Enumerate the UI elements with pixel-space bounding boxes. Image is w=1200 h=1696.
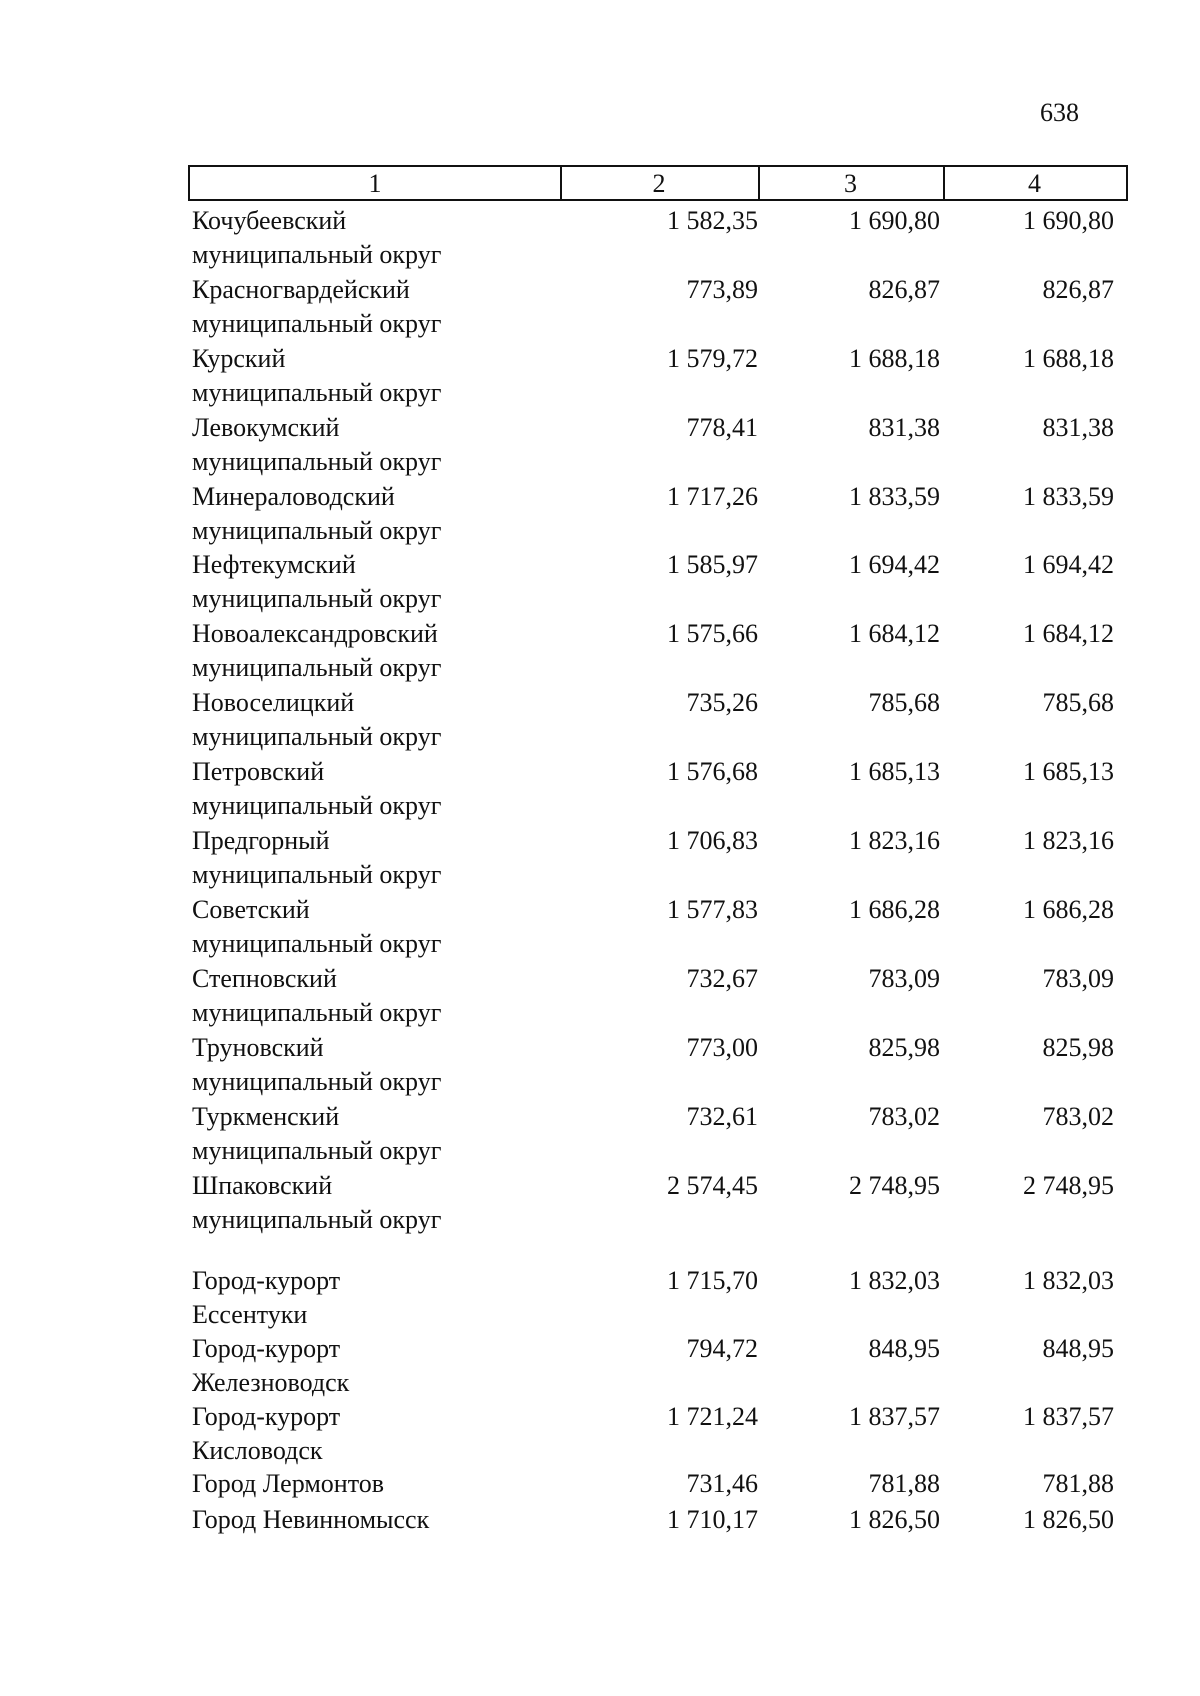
- district-name: [192, 1400, 340, 1468]
- district-name: [192, 411, 441, 479]
- district-name-line: Новоалександровский: [192, 619, 438, 648]
- column-header-2: 2: [560, 167, 760, 199]
- value-col-3: 1 833,59: [849, 482, 940, 511]
- value-col-2: 1 577,83: [667, 895, 758, 924]
- district-name: [192, 893, 441, 961]
- district-name-line: муниципальный округ: [192, 929, 442, 958]
- value-col-2: 794,72: [686, 1334, 758, 1363]
- value-col-4: 1 684,12: [1023, 619, 1114, 648]
- district-name-line: Ессентуки: [192, 1300, 308, 1329]
- district-name-line: муниципальный округ: [192, 378, 442, 407]
- district-name: [192, 824, 441, 892]
- value-col-4: 781,88: [1042, 1469, 1114, 1498]
- district-name-line: муниципальный округ: [192, 1067, 442, 1096]
- value-col-4: 1 837,57: [1023, 1402, 1114, 1431]
- value-col-4: 825,98: [1042, 1033, 1114, 1062]
- district-name-line: Курский: [192, 344, 286, 373]
- value-col-4: 1 694,42: [1023, 550, 1114, 579]
- district-name-line: муниципальный округ: [192, 998, 442, 1027]
- district-name: [192, 962, 441, 1030]
- value-col-3: 831,38: [868, 413, 940, 442]
- district-name-line: Новоселицкий: [192, 688, 355, 717]
- value-col-4: 848,95: [1042, 1334, 1114, 1363]
- district-name: [192, 1169, 441, 1237]
- value-col-3: 1 688,18: [849, 344, 940, 373]
- district-name-line: Город Лермонтов: [192, 1469, 384, 1498]
- district-name-line: Город Невинномысск: [192, 1505, 430, 1534]
- district-name-line: Минераловодский: [192, 482, 395, 511]
- table-row: [0, 1031, 1200, 1097]
- column-header-1: 1: [190, 167, 562, 199]
- table-row: [0, 962, 1200, 1028]
- value-col-2: 1 576,68: [667, 757, 758, 786]
- district-name-line: Петровский: [192, 757, 325, 786]
- table-row: [0, 411, 1200, 477]
- value-col-2: 1 582,35: [667, 206, 758, 235]
- value-col-3: 1 690,80: [849, 206, 940, 235]
- table-row: [0, 686, 1200, 752]
- district-name-line: муниципальный округ: [192, 1136, 442, 1165]
- table-row: [0, 1264, 1200, 1330]
- value-col-4: 1 685,13: [1023, 757, 1114, 786]
- district-name: [192, 1031, 441, 1099]
- district-name-line: муниципальный округ: [192, 1205, 442, 1234]
- district-name-line: муниципальный округ: [192, 309, 442, 338]
- table-header: [188, 165, 1128, 201]
- table-row: [0, 1503, 1200, 1569]
- district-name-line: Туркменский: [192, 1102, 340, 1131]
- value-col-2: 1 706,83: [667, 826, 758, 855]
- value-col-2: 1 585,97: [667, 550, 758, 579]
- district-name-line: Нефтекумский: [192, 550, 356, 579]
- value-col-3: 848,95: [868, 1334, 940, 1363]
- value-col-4: 2 748,95: [1023, 1171, 1114, 1200]
- district-name: [192, 1332, 349, 1400]
- value-col-3: 2 748,95: [849, 1171, 940, 1200]
- district-name: [192, 1264, 340, 1332]
- value-col-4: 1 686,28: [1023, 895, 1114, 924]
- district-name: [192, 686, 441, 754]
- value-col-2: 1 575,66: [667, 619, 758, 648]
- value-col-2: 731,46: [686, 1469, 758, 1498]
- value-col-3: 826,87: [868, 275, 940, 304]
- value-col-2: 773,89: [686, 275, 758, 304]
- district-name-line: муниципальный округ: [192, 722, 442, 751]
- district-name: [192, 617, 441, 685]
- column-header-4: 4: [1028, 169, 1041, 198]
- district-name: [192, 1467, 384, 1501]
- value-col-3: 1 832,03: [849, 1266, 940, 1295]
- value-col-2: 732,67: [686, 964, 758, 993]
- table-row: [0, 342, 1200, 408]
- district-name: [192, 480, 441, 548]
- value-col-3: 783,09: [868, 964, 940, 993]
- district-name-line: Город-курорт: [192, 1402, 341, 1431]
- value-col-4: 1 832,03: [1023, 1266, 1114, 1295]
- district-name-line: Труновский: [192, 1033, 324, 1062]
- value-col-2: 1 717,26: [667, 482, 758, 511]
- table-row: [0, 273, 1200, 339]
- district-name-line: Город-курорт: [192, 1266, 341, 1295]
- district-name: [192, 204, 441, 272]
- value-col-3: 825,98: [868, 1033, 940, 1062]
- district-name-line: муниципальный округ: [192, 240, 442, 269]
- value-col-2: 1 579,72: [667, 344, 758, 373]
- value-col-4: 785,68: [1042, 688, 1114, 717]
- table-row: [0, 1100, 1200, 1166]
- table-row: [0, 1332, 1200, 1398]
- value-col-3: 1 694,42: [849, 550, 940, 579]
- district-name-line: муниципальный округ: [192, 584, 442, 613]
- district-name-line: Город-курорт: [192, 1334, 341, 1363]
- value-col-4: 1 688,18: [1023, 344, 1114, 373]
- district-name-line: муниципальный округ: [192, 791, 442, 820]
- value-col-4: 1 690,80: [1023, 206, 1114, 235]
- value-col-4: 1 823,16: [1023, 826, 1114, 855]
- table-row: [0, 548, 1200, 614]
- value-col-3: 1 826,50: [849, 1505, 940, 1534]
- district-name: [192, 1100, 441, 1168]
- table-row: [0, 617, 1200, 683]
- district-name-line: Железноводск: [192, 1368, 350, 1397]
- district-name-line: Кочубеевский: [192, 206, 347, 235]
- table-row: [0, 204, 1200, 270]
- table-row: [0, 1400, 1200, 1466]
- value-col-2: 735,26: [686, 688, 758, 717]
- district-name-line: муниципальный округ: [192, 653, 442, 682]
- value-col-3: 781,88: [868, 1469, 940, 1498]
- value-col-2: 1 721,24: [667, 1402, 758, 1431]
- district-name-line: Кисловодск: [192, 1436, 323, 1465]
- value-col-4: 783,09: [1042, 964, 1114, 993]
- district-name: [192, 548, 441, 616]
- table-row: [0, 1169, 1200, 1235]
- district-name: [192, 755, 441, 823]
- district-name-line: Степновский: [192, 964, 337, 993]
- district-name-line: муниципальный округ: [192, 516, 442, 545]
- value-col-3: 1 823,16: [849, 826, 940, 855]
- district-name: [192, 1503, 429, 1537]
- value-col-3: 1 685,13: [849, 757, 940, 786]
- value-col-2: 1 715,70: [667, 1266, 758, 1295]
- column-header-3: 3: [758, 167, 945, 199]
- district-name-line: Предгорный: [192, 826, 330, 855]
- value-col-3: 785,68: [868, 688, 940, 717]
- table-row: [0, 893, 1200, 959]
- district-name: [192, 273, 441, 341]
- value-col-3: 783,02: [868, 1102, 940, 1131]
- value-col-4: 826,87: [1042, 275, 1114, 304]
- value-col-2: 778,41: [686, 413, 758, 442]
- district-name-line: муниципальный округ: [192, 447, 442, 476]
- value-col-4: 1 833,59: [1023, 482, 1114, 511]
- value-col-2: 2 574,45: [667, 1171, 758, 1200]
- page-number: 638: [1040, 98, 1079, 127]
- district-name-line: муниципальный округ: [192, 860, 442, 889]
- value-col-3: 1 686,28: [849, 895, 940, 924]
- table-row: [0, 755, 1200, 821]
- table-row: [0, 824, 1200, 890]
- value-col-2: 1 710,17: [667, 1505, 758, 1534]
- value-col-4: 1 826,50: [1023, 1505, 1114, 1534]
- value-col-3: 1 684,12: [849, 619, 940, 648]
- table-row: [0, 480, 1200, 546]
- value-col-2: 732,61: [686, 1102, 758, 1131]
- value-col-2: 773,00: [686, 1033, 758, 1062]
- district-name-line: Левокумский: [192, 413, 340, 442]
- value-col-4: 831,38: [1042, 413, 1114, 442]
- district-name: [192, 342, 441, 410]
- district-name-line: Советский: [192, 895, 310, 924]
- value-col-3: 1 837,57: [849, 1402, 940, 1431]
- district-name-line: Шпаковский: [192, 1171, 333, 1200]
- district-name-line: Красногвардейский: [192, 275, 410, 304]
- value-col-4: 783,02: [1042, 1102, 1114, 1131]
